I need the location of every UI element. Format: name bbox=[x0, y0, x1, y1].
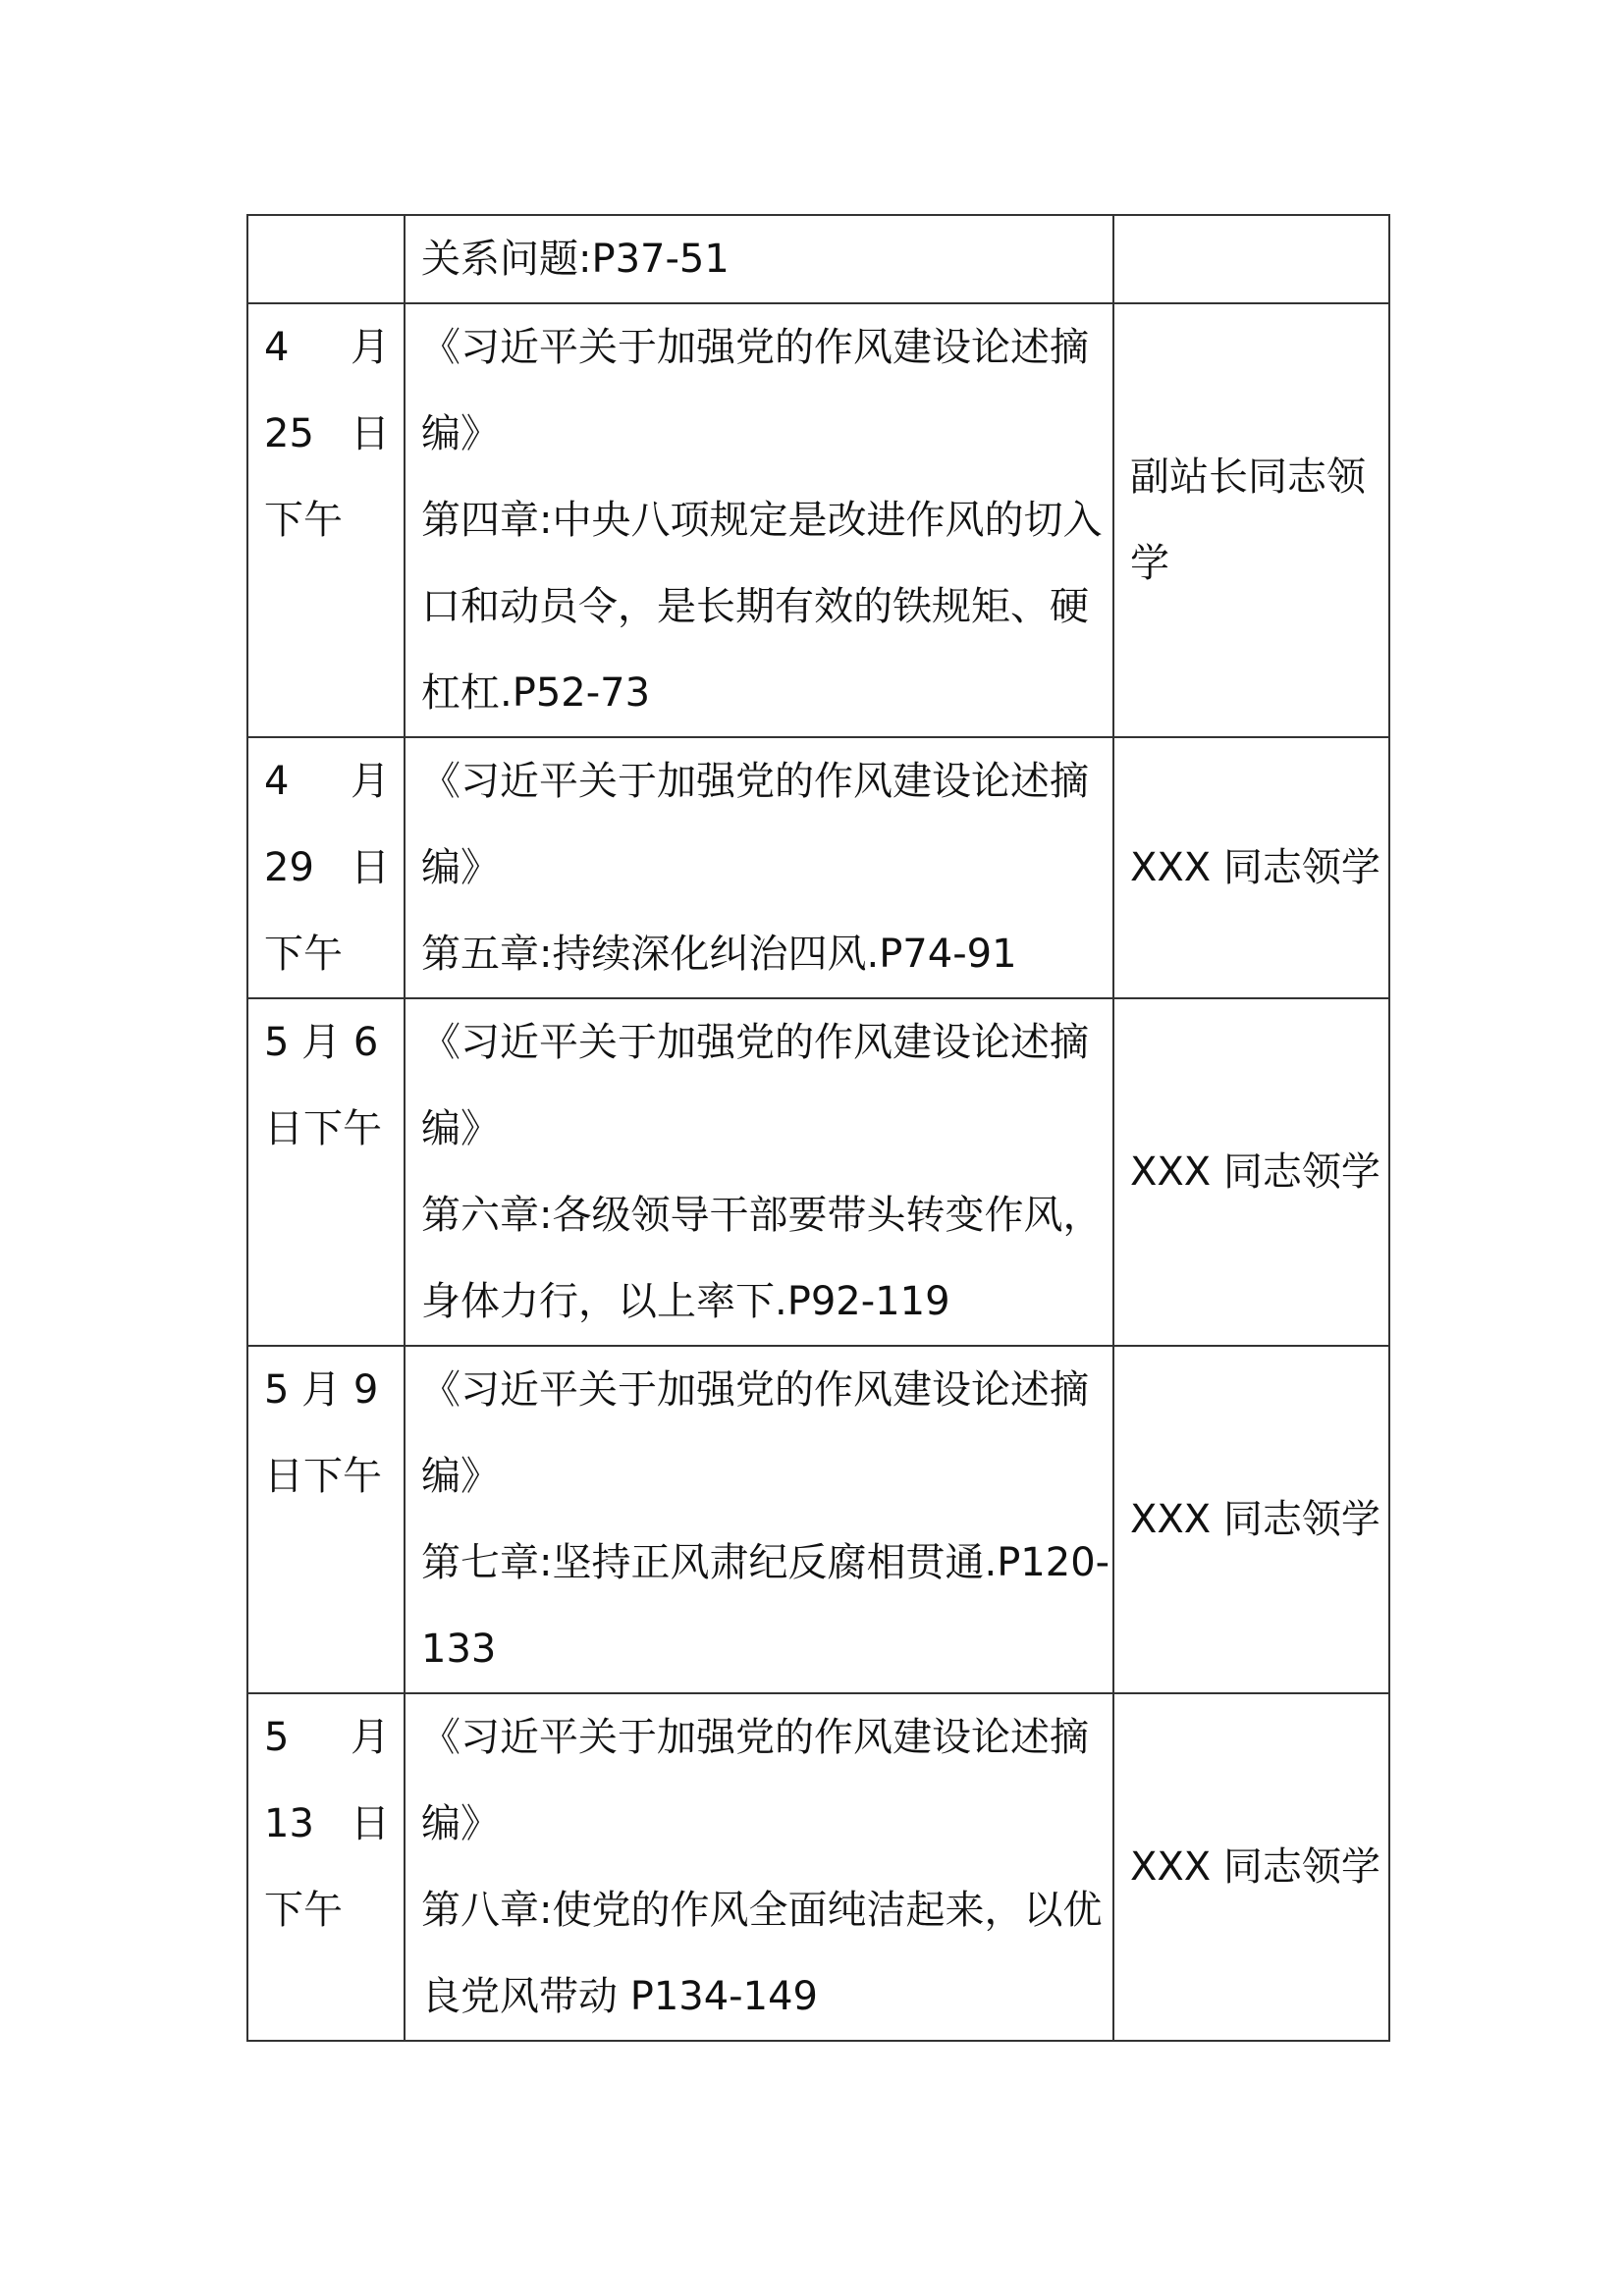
date-line bbox=[264, 391, 390, 477]
study-content-line: 第八章:使党的作风全面纯洁起来，以优 bbox=[421, 1888, 1103, 1933]
study-schedule-sheet bbox=[246, 214, 1388, 2042]
date-part: 下午 bbox=[264, 1888, 343, 1933]
study-content-line: 编》 bbox=[421, 845, 500, 890]
study-content-cell bbox=[405, 303, 1113, 737]
study-content-line: 《习近平关于加强党的作风建设论述摘 bbox=[421, 759, 1089, 804]
date-part: 下午 bbox=[264, 498, 343, 543]
study-content-line: 《习近平关于加强党的作风建设论述摘 bbox=[421, 325, 1089, 370]
study-content-cell bbox=[405, 1346, 1113, 1693]
table-row bbox=[247, 998, 1389, 1346]
study-content-line: 第五章:持续深化纠治四风.P74-91 bbox=[421, 932, 1017, 977]
date-part: 5 月 6 bbox=[264, 1020, 379, 1065]
date-unit: 日 bbox=[351, 1801, 390, 1846]
study-leader-cell bbox=[1113, 215, 1389, 303]
date-part: 5 月 9 bbox=[264, 1367, 379, 1413]
table-row bbox=[247, 1346, 1389, 1693]
date-cell bbox=[247, 215, 405, 303]
study-content-line: 《习近平关于加强党的作风建设论述摘 bbox=[421, 1367, 1089, 1413]
date-line bbox=[264, 216, 390, 302]
date-line bbox=[264, 1086, 390, 1172]
date-part: 29 bbox=[264, 845, 314, 890]
date-unit: 日 bbox=[351, 411, 390, 456]
date-line bbox=[264, 477, 390, 563]
study-content-line: 杠杠.P52-73 bbox=[421, 670, 651, 716]
study-content-line: 《习近平关于加强党的作风建设论述摘 bbox=[421, 1715, 1089, 1760]
date-line bbox=[264, 1694, 390, 1781]
study-leader-line: XXX 同志领学 bbox=[1130, 1149, 1380, 1195]
date-unit: 月 bbox=[351, 1715, 390, 1760]
date-unit: 月 bbox=[351, 759, 390, 804]
study-content-line: 口和动员令，是长期有效的铁规矩、硬 bbox=[421, 584, 1089, 629]
study-leader-cell bbox=[1113, 737, 1389, 998]
date-line bbox=[264, 304, 390, 391]
date-part: 5 bbox=[264, 1715, 290, 1760]
study-content-line: 身体力行，以上率下.P92-119 bbox=[421, 1279, 950, 1324]
date-part: 日下午 bbox=[264, 1454, 382, 1499]
study-leader-line: 学 bbox=[1130, 541, 1169, 586]
date-cell bbox=[247, 998, 405, 1346]
study-content-cell bbox=[405, 215, 1113, 303]
study-content-cell bbox=[405, 998, 1113, 1346]
date-line bbox=[264, 1433, 390, 1520]
date-cell bbox=[247, 737, 405, 998]
study-content-cell bbox=[405, 737, 1113, 998]
study-schedule-table bbox=[246, 214, 1390, 2042]
schedule-body bbox=[247, 215, 1389, 2041]
study-content-cell bbox=[405, 1693, 1113, 2041]
date-cell bbox=[247, 303, 405, 737]
date-part: 下午 bbox=[264, 932, 343, 977]
study-leader-cell bbox=[1113, 1346, 1389, 1693]
study-content-line: 第六章:各级领导干部要带头转变作风， bbox=[421, 1193, 1103, 1238]
date-cell bbox=[247, 1693, 405, 2041]
study-leader-line: XXX 同志领学 bbox=[1130, 1497, 1380, 1542]
study-content-line: 关系问题:P37-51 bbox=[421, 237, 730, 282]
study-leader-cell bbox=[1113, 303, 1389, 737]
study-content-line: 第七章:坚持正风肃纪反腐相贯通.P120- bbox=[421, 1540, 1110, 1585]
table-row bbox=[247, 1693, 1389, 2041]
study-content-line: 《习近平关于加强党的作风建设论述摘 bbox=[421, 1020, 1089, 1065]
study-content-line: 编》 bbox=[421, 1454, 500, 1499]
date-line bbox=[264, 999, 390, 1086]
study-leader-cell bbox=[1113, 1693, 1389, 2041]
date-line bbox=[264, 1347, 390, 1433]
study-content-line: 编》 bbox=[421, 1801, 500, 1846]
study-leader-line: 副站长同志领 bbox=[1130, 454, 1366, 500]
date-line bbox=[264, 911, 390, 997]
table-row bbox=[247, 215, 1389, 303]
date-cell bbox=[247, 1346, 405, 1693]
study-content-line: 良党风带动 P134-149 bbox=[421, 1974, 818, 2019]
study-content-line: 133 bbox=[421, 1627, 497, 1672]
date-line bbox=[264, 738, 390, 825]
study-leader-cell bbox=[1113, 998, 1389, 1346]
date-part: 13 bbox=[264, 1801, 314, 1846]
date-line bbox=[264, 1867, 390, 1953]
date-line bbox=[264, 825, 390, 911]
date-unit: 月 bbox=[351, 325, 390, 370]
date-unit: 日 bbox=[351, 845, 390, 890]
study-content-line: 编》 bbox=[421, 1106, 500, 1151]
date-part: 25 bbox=[264, 411, 314, 456]
study-leader-line: XXX 同志领学 bbox=[1130, 845, 1380, 890]
table-row bbox=[247, 303, 1389, 737]
table-row bbox=[247, 737, 1389, 998]
date-part: 日下午 bbox=[264, 1106, 382, 1151]
date-line bbox=[264, 1781, 390, 1867]
study-content-line: 编》 bbox=[421, 411, 500, 456]
study-content-line: 第四章:中央八项规定是改进作风的切入 bbox=[421, 498, 1103, 543]
study-leader-line: XXX 同志领学 bbox=[1130, 1844, 1380, 1890]
date-part: 4 bbox=[264, 325, 290, 370]
date-part: 4 bbox=[264, 759, 290, 804]
